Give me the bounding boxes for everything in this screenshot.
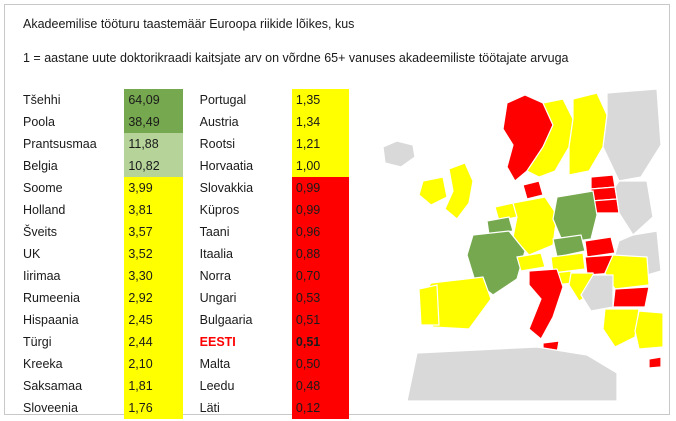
map-region-slovakia xyxy=(585,237,615,257)
country-value-left: 1,81 xyxy=(124,375,183,397)
table-row xyxy=(19,243,349,265)
column-gap xyxy=(183,177,196,199)
map-region-switzerland xyxy=(517,253,545,271)
country-name-left: Prantsusmaa xyxy=(23,137,97,151)
country-name-left: Türgi xyxy=(23,335,52,349)
country-name-right: Bulgaaria xyxy=(199,313,253,327)
country-value-right: 0,53 xyxy=(292,287,349,309)
country-name-left: Hispaania xyxy=(23,313,79,327)
map-region-north-africa xyxy=(407,347,617,401)
column-gap xyxy=(183,353,196,375)
country-value-right: 0,50 xyxy=(292,353,349,375)
country-name-right: Ungari xyxy=(199,291,237,305)
table-row xyxy=(19,89,349,111)
country-value-right: 0,12 xyxy=(292,397,349,419)
country-name-left: Belgia xyxy=(23,159,58,173)
column-gap xyxy=(183,397,196,419)
country-value-left: 2,44 xyxy=(124,331,183,353)
country-name-right: Portugal xyxy=(199,93,247,107)
column-gap xyxy=(183,199,196,221)
table-row xyxy=(19,111,349,133)
map-region-turkey xyxy=(635,311,663,349)
country-name-right: Taani xyxy=(199,225,230,239)
slide-frame xyxy=(4,4,670,415)
table-row xyxy=(19,221,349,243)
data-table xyxy=(19,89,349,419)
country-name-left: Soome xyxy=(23,181,63,195)
country-value-right: 0,88 xyxy=(292,243,349,265)
country-value-right: 0,51 xyxy=(292,331,349,353)
table-row xyxy=(19,199,349,221)
page-title: Akadeemilise tööturu taastemäär Euroopa riikide lõikes, kus xyxy=(23,17,355,31)
country-value-left: 10,82 xyxy=(124,155,183,177)
country-value-right: 0,48 xyxy=(292,375,349,397)
table-row xyxy=(19,155,349,177)
country-name-right: Itaalia xyxy=(199,247,233,261)
country-name-left: Kreeka xyxy=(23,357,63,371)
country-value-left: 2,10 xyxy=(124,353,183,375)
map-svg xyxy=(357,85,663,403)
country-name-right: Horvaatia xyxy=(199,159,254,173)
country-value-right: 0,99 xyxy=(292,177,349,199)
country-value-left: 3,30 xyxy=(124,265,183,287)
map-region-cyprus xyxy=(649,357,661,368)
country-name-right: Austria xyxy=(199,115,239,129)
country-name-left: Tšehhi xyxy=(23,93,61,107)
country-name-left: Poola xyxy=(23,115,55,129)
country-name-right: Norra xyxy=(199,269,231,283)
table-row xyxy=(19,177,349,199)
column-gap xyxy=(183,243,196,265)
country-name-left: Šveits xyxy=(23,225,58,239)
table-row xyxy=(19,375,349,397)
table-body xyxy=(19,89,349,419)
country-name-left: Sloveenia xyxy=(23,401,78,415)
table-row xyxy=(19,133,349,155)
country-value-left: 2,45 xyxy=(124,309,183,331)
table-row xyxy=(19,287,349,309)
country-value-left: 3,99 xyxy=(124,177,183,199)
country-value-left: 3,52 xyxy=(124,243,183,265)
country-value-right: 0,99 xyxy=(292,199,349,221)
country-value-left: 3,57 xyxy=(124,221,183,243)
table-row xyxy=(19,309,349,331)
column-gap xyxy=(183,309,196,331)
country-value-left: 38,49 xyxy=(124,111,183,133)
column-gap xyxy=(183,331,196,353)
map-region-portugal xyxy=(419,285,439,325)
table-row xyxy=(19,353,349,375)
country-value-right: 0,70 xyxy=(292,265,349,287)
column-gap xyxy=(183,375,196,397)
country-name-right: Küpros xyxy=(199,203,240,217)
country-name-right: EESTI xyxy=(199,335,236,349)
europe-map xyxy=(357,85,663,403)
column-gap xyxy=(183,111,196,133)
column-gap xyxy=(183,155,196,177)
column-gap xyxy=(183,89,196,111)
country-value-left: 1,76 xyxy=(124,397,183,419)
country-value-left: 64,09 xyxy=(124,89,183,111)
country-value-left: 2,92 xyxy=(124,287,183,309)
recovery-rate-table xyxy=(19,89,349,419)
column-gap xyxy=(183,133,196,155)
table-row xyxy=(19,331,349,353)
country-name-left: Rumeenia xyxy=(23,291,80,305)
column-gap xyxy=(183,287,196,309)
map-region-bulgaria xyxy=(613,287,649,307)
country-value-right: 1,34 xyxy=(292,111,349,133)
table-row xyxy=(19,397,349,419)
country-name-left: Saksamaa xyxy=(23,379,83,393)
country-name-left: Iirimaa xyxy=(23,269,61,283)
page-subtitle: 1 = aastane uute doktorikraadi kaitsjate arv on võrdne 65+ vanuses akadeemiliste töötajate arvuga xyxy=(23,51,569,65)
country-value-right: 1,00 xyxy=(292,155,349,177)
country-value-right: 1,21 xyxy=(292,133,349,155)
country-name-left: UK xyxy=(23,247,41,261)
map-region-poland xyxy=(553,191,597,243)
country-value-right: 0,96 xyxy=(292,221,349,243)
map-region-denmark xyxy=(523,181,543,199)
country-value-right: 1,35 xyxy=(292,89,349,111)
country-value-right: 0,51 xyxy=(292,309,349,331)
country-name-right: Leedu xyxy=(199,379,235,393)
column-gap xyxy=(183,265,196,287)
country-name-left: Holland xyxy=(23,203,66,217)
table-row xyxy=(19,265,349,287)
country-name-right: Slovakkia xyxy=(199,181,254,195)
country-value-left: 11,88 xyxy=(124,133,183,155)
country-name-right: Läti xyxy=(199,401,220,415)
country-value-left: 3,81 xyxy=(124,199,183,221)
country-name-right: Rootsi xyxy=(199,137,236,151)
column-gap xyxy=(183,221,196,243)
country-name-right: Malta xyxy=(199,357,231,371)
